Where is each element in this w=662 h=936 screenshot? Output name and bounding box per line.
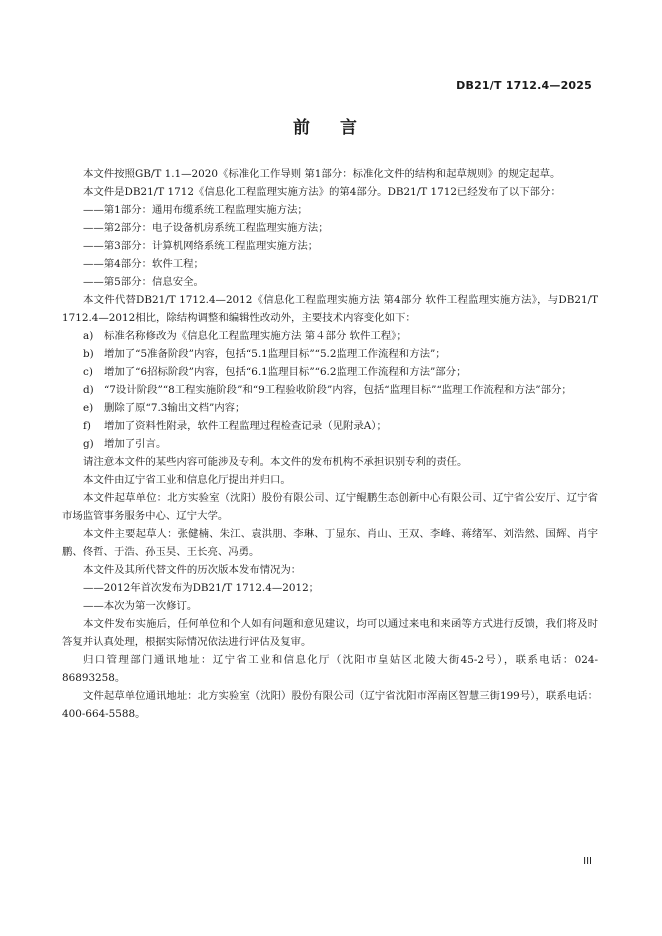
paragraph-proposer: 本文件由辽宁省工业和信息化厅提出并归口。 [83, 474, 291, 486]
document-code: DB21/T 1712.4—2025 [456, 79, 592, 92]
list-item-part: ——第2部分：电子设备机房系统工程监理实施方法； [83, 222, 329, 234]
foreword-body [62, 165, 598, 723]
list-item-change [62, 381, 598, 399]
list-item-change [62, 435, 598, 453]
paragraph-replacement: 本文件代替DB21/T 1712.4—2012《信息化工程监理实施方法 第4部分 软件工程监理实施方法》，与DB21/T 1712.4—2012相比，除结构调整和编辑性改动外，主要技术内容变化如下： [62, 294, 598, 324]
list-marker: a) [83, 330, 94, 342]
paragraph-drafting-units: 本文件起草单位：北方实验室（沈阳）股份有限公司、辽宁鲲鹏生态创新中心有限公司、辽宁省公安厅、辽宁省市场监管事务服务中心、辽宁大学。 [62, 492, 598, 522]
list-marker: d) [83, 384, 94, 396]
list-item-part: ——第1部分：通用布缆系统工程监理实施方法； [83, 204, 308, 216]
list-item-history: ——2012年首次发布为DB21/T 1712.4—2012； [83, 582, 320, 594]
change-text: 标准名称修改为《信息化工程监理实施方法 第４部分 软件工程》； [104, 330, 407, 342]
page-number: III [583, 856, 592, 867]
list-item-change [62, 399, 598, 417]
paragraph-feedback: 本文件发布实施后，任何单位和个人如有问题和意见建议，均可以通过来电和来函等方式进行反馈，我们将及时答复并认真处理，根据实际情况依法进行评估及复审。 [62, 618, 598, 648]
paragraph-series-intro: 本文件是DB21/T 1712《信息化工程监理实施方法》的第4部分。DB21/T 1712已经发布了以下部分： [83, 186, 561, 198]
list-marker: f) [83, 420, 91, 432]
list-item-change [62, 345, 598, 363]
list-item-change [62, 327, 598, 345]
list-item-history: ——本次为第一次修订。 [83, 600, 198, 612]
list-marker: b) [83, 348, 94, 360]
page-title: 前 言 [293, 118, 369, 138]
list-marker: c) [83, 366, 93, 378]
list-marker: e) [83, 402, 94, 414]
list-item-change [62, 417, 598, 435]
paragraph-history-intro: 本文件及其所代替文件的历次版本发布情况为： [83, 564, 302, 576]
change-text: 增加了资料性附录，软件工程监理过程检查记录（见附录A）； [104, 420, 387, 432]
paragraph-authority-address: 归口管理部门通讯地址：辽宁省工业和信息化厅（沈阳市皇姑区北陵大街45-2号），联系电话：024-86893258。 [62, 654, 598, 684]
list-marker: g) [83, 438, 94, 450]
paragraph-drafters: 本文件主要起草人：张健楠、朱江、袁洪朋、李琳、丁显东、肖山、王双、李峰、蒋绪军、刘浩然、国辉、肖宇鹏、佟哲、于浩、孙玉昊、王长亮、冯勇。 [62, 528, 598, 558]
list-item-part: ——第3部分：计算机网络系统工程监理实施方法； [83, 240, 319, 252]
paragraph-patent-notice: 请注意本文件的某些内容可能涉及专利。本文件的发布机构不承担识别专利的责任。 [83, 456, 468, 468]
change-text: 增加了“6招标阶段”内容，包括“6.1监理目标”“6.2监理工作流程和方法”部分； [104, 366, 467, 378]
paragraph-drafting-rules: 本文件按照GB/T 1.1—2020《标准化工作导则 第1部分：标准化文件的结构和起草规则》的规定起草。 [83, 168, 561, 180]
list-item-change [62, 363, 598, 381]
change-text: 增加了引言。 [104, 438, 167, 450]
change-text: “7设计阶段”“8工程实施阶段”和“9工程验收阶段”内容，包括“监理目标”“监理工作流程和方法”部分； [104, 384, 572, 396]
list-item-part: ——第4部分：软件工程； [83, 258, 204, 270]
change-text: 删除了原“7.3输出文档”内容； [104, 402, 246, 414]
paragraph-drafter-address: 文件起草单位通讯地址：北方实验室（沈阳）股份有限公司（辽宁省沈阳市浑南区智慧三街199号），联系电话：400-664-5588。 [62, 690, 598, 720]
list-item-part: ——第5部分：信息安全。 [83, 276, 204, 288]
change-text: 增加了“5准备阶段”内容，包括“5.1监理目标”“5.2监理工作流程和方法”； [104, 348, 446, 360]
